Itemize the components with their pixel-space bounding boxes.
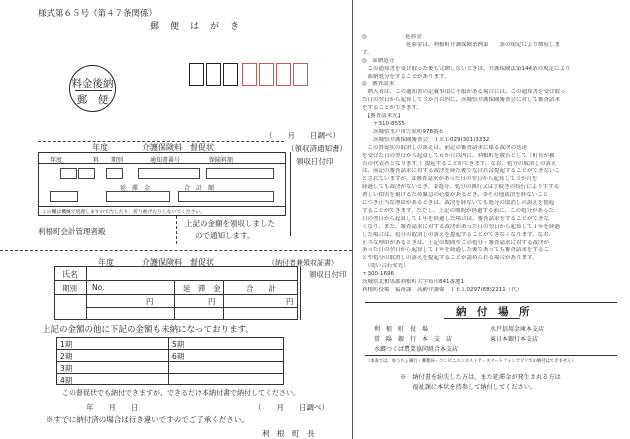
notice-line: （問い合わせ先） <box>362 263 409 270</box>
notice-line: とされていますが、①審査請求があった日の翌日から起算して３か月を <box>362 176 538 183</box>
payment-note: （本表では、ゆうちょ銀行・郵便局・コンビニエンスストア・スマートフォンアプリでの納付はできません） <box>366 359 576 364</box>
notice-line: た日の翌日から起算して３か月以内に、茨城県介護保険審査会に対して審査請求 <box>362 97 561 104</box>
survey-date-bottom: （ 月 日調べ） <box>254 403 329 412</box>
nendo-label: 年度 <box>92 143 108 152</box>
notice-line: ◎ 滞納処分 <box>362 57 395 64</box>
machine-note: この欄は機械で処理しますので汚したり、折り曲げたりしないでください。 <box>42 210 206 215</box>
notice-line: 告の代表者となります。）提起することができます。なお、処分の取消しの訴え <box>362 160 557 167</box>
zip-box <box>223 63 238 86</box>
pay-place: 水戸信用金庫本支店 <box>490 326 545 333</box>
notice-line: この通知書を受け取った後も完納しないときは、介護保険法第144条の規定により <box>362 65 571 72</box>
installment-2: 2期 <box>60 352 73 361</box>
col-header-year: 年度 <box>50 157 63 164</box>
no-label: No. <box>92 283 105 292</box>
notice-line: につき正当な理由があるときは、裁決を経ないでも処分の取消しの訴えを提起 <box>362 200 555 207</box>
payment-advice: この督促状でも納付できますが、できるだけ本納付書で納付してください。 <box>62 389 300 397</box>
zip-box <box>276 63 291 86</box>
already-paid-note: ※すでに納付済の場合は行き違いですのでご了承ください。 <box>46 415 249 424</box>
stamp-line1: 料金後納 <box>71 78 114 90</box>
notice-line: 延滞金は、利根町介護保険条例第 条の規定により徴収しま <box>362 41 561 48</box>
input-cell <box>78 168 95 179</box>
cut-line <box>0 250 352 251</box>
notice-line: 日の翌日から起算して１年を経過した場合は、審査請求をすることができな <box>362 215 550 222</box>
notice-line: あった日の翌日から起算して１年を経過した後であっても審査請求をするこ <box>362 247 549 254</box>
pay-place: 利 根 町 役 場 <box>374 326 429 333</box>
period-label: 期別 <box>62 284 77 293</box>
notice-line: 【審査請求先】 <box>362 113 404 120</box>
nendo-label-bottom: 年度 <box>98 258 114 267</box>
yen-unit: 円 <box>286 297 294 306</box>
unpaid-instruction: 上記の金額の他に下記の金額も未納になっております。 <box>42 325 254 335</box>
total-label-top: 合 計 額 <box>184 185 215 192</box>
stamp-line2: 郵 便 <box>76 94 109 106</box>
name-label: 氏名 <box>62 270 78 279</box>
input-cell <box>106 168 123 179</box>
notice-line: 滞納処分をすることがあります。 <box>362 73 450 80</box>
issue-date: 年 月 日 <box>86 403 139 412</box>
notice-line: この督促状の取消しの訴えは、前記の審査請求に係る裁決の送達 <box>362 144 528 151</box>
receipt-stamp-label-top: 領収日付印 <box>296 157 334 166</box>
reminder-subtitle: （領収済通知書） <box>287 144 347 153</box>
notice-line: くなり、また、審査請求に対する裁決があった日の翌日から起算して１年を経過 <box>362 223 560 230</box>
installment-5: 5期 <box>172 340 185 349</box>
payment-places-title: 納 付 場 所 <box>456 306 530 318</box>
notice-line: ◎ 延滞金 <box>362 34 422 40</box>
notice-line: した場合は、処分の取消しの訴えを提起することができなくなります。なお、 <box>362 231 555 238</box>
zip-box <box>293 63 308 86</box>
fold-line <box>352 0 353 439</box>
reminder-title-bottom: 介護保険料 督促状 <box>142 258 214 267</box>
notice-line: 茨城県水戸市笠原町978番６ <box>362 128 444 135</box>
mayor-signature: 利 根 町 長 <box>262 429 315 438</box>
postage-paid-stamp <box>69 65 116 112</box>
receipt-notice-line1: 上記の金額を領収しました <box>185 219 275 228</box>
input-cell <box>60 168 77 179</box>
receipt-stamp-label-bottom: 領収日付印 <box>309 270 347 279</box>
notice-line: ◎ 審査請求 <box>362 81 395 88</box>
accounting-manager: 利根町会計管理者殿 <box>38 227 106 236</box>
notice-line: とや処分の取消しの訴えを提起することが認められる場合があります。 <box>362 255 538 262</box>
col-header-premium: 保険料額 <box>209 157 234 164</box>
input-cell <box>178 191 274 202</box>
form-header: 様式第６５号（第４７条関係） <box>38 9 158 19</box>
col-header-period: 料 期別 <box>93 157 124 164</box>
col-header-notice-number: 通知書番号 <box>150 157 181 164</box>
notice-line: をすることができます。 <box>362 105 423 112</box>
footer-note-1: ※ 納付書を紛失した方は、また延滞金が発生される方は <box>400 374 561 381</box>
installment-4: 4期 <box>60 376 73 385</box>
pay-place: 水郷つくば農業協同組合本支店 <box>374 346 459 353</box>
notice-line: 〒310-8555 <box>362 120 405 127</box>
installment-1: 1期 <box>60 340 73 349</box>
receipt-notice-line2: ので通知します。 <box>195 231 255 240</box>
notice-line: 納入者は、この通知書の記載事項に不服がある場合には、この通知書を受け取っ <box>362 89 566 96</box>
zip-box <box>242 63 257 86</box>
pay-place: 常 陽 銀 行 本 支 店 <box>374 336 453 343</box>
input-cell <box>106 191 170 202</box>
footer-note-2: 福祉課に本状を持参して納付してください。 <box>400 384 537 391</box>
pay-place: 東日本銀行本支店 <box>490 336 539 343</box>
reminder-title: 介護保険料 督促状 <box>142 143 214 152</box>
zip-box <box>189 63 204 86</box>
notice-line: 〒300-1696 <box>362 271 394 278</box>
input-cell <box>206 168 274 179</box>
notice-line: 茨城県北相馬郡利根町大字布川841番地1 <box>362 279 464 286</box>
yen-unit: 円 <box>146 297 154 306</box>
postcard-title: 郵 便 は が き <box>150 22 241 32</box>
yen-unit: 円 <box>208 297 216 306</box>
notice-line: 利根町役場 福祉課 高齢介護係 ＴＥＬ0297(68)2211（代） <box>362 287 523 293</box>
notice-line: す。 <box>362 49 373 56</box>
notice-line: 茨城県介護保険審査会 ＴＥＬ029(301)3332 <box>362 136 490 143</box>
notice-line: を受けた日の翌日から起算して６か月以内に、利根町を被告として（町長が被 <box>362 152 555 159</box>
late-fee-label-top: 延 滞 金 <box>120 185 151 192</box>
reminder-subtitle-bottom: （納付者兼領収証書） <box>268 259 338 267</box>
notice-line: 経過しても裁決がないとき、②処分、処分の執行又は手続きの続行により生ずる <box>362 184 560 191</box>
installment-3: 3期 <box>60 364 73 373</box>
input-cell <box>50 191 78 202</box>
notice-line: は、前記の審査請求に対する裁決を経た後でなければ提起することができないこ <box>362 168 561 175</box>
zip-box <box>259 63 274 86</box>
notice-line: 正当な理由があるときは、上記の期間やこの処分・審査請求に対する裁決が <box>362 239 550 246</box>
survey-date-top: （ 月 日調べ） <box>265 131 340 140</box>
notice-text-block <box>362 34 624 295</box>
late-fee-label: 延 滞 金 <box>183 284 221 293</box>
notice-line: 著しい損害を避けるため緊急の必要があるとき、③その他裁決を経ないこと <box>362 192 549 199</box>
zip-box <box>206 63 221 86</box>
installment-6: 6期 <box>172 352 185 361</box>
input-cell <box>138 168 200 179</box>
notice-line: することができます。ただし、上記の期間が経過する前に、この処分があった <box>362 207 555 214</box>
total-label: 合 計 <box>246 284 276 293</box>
